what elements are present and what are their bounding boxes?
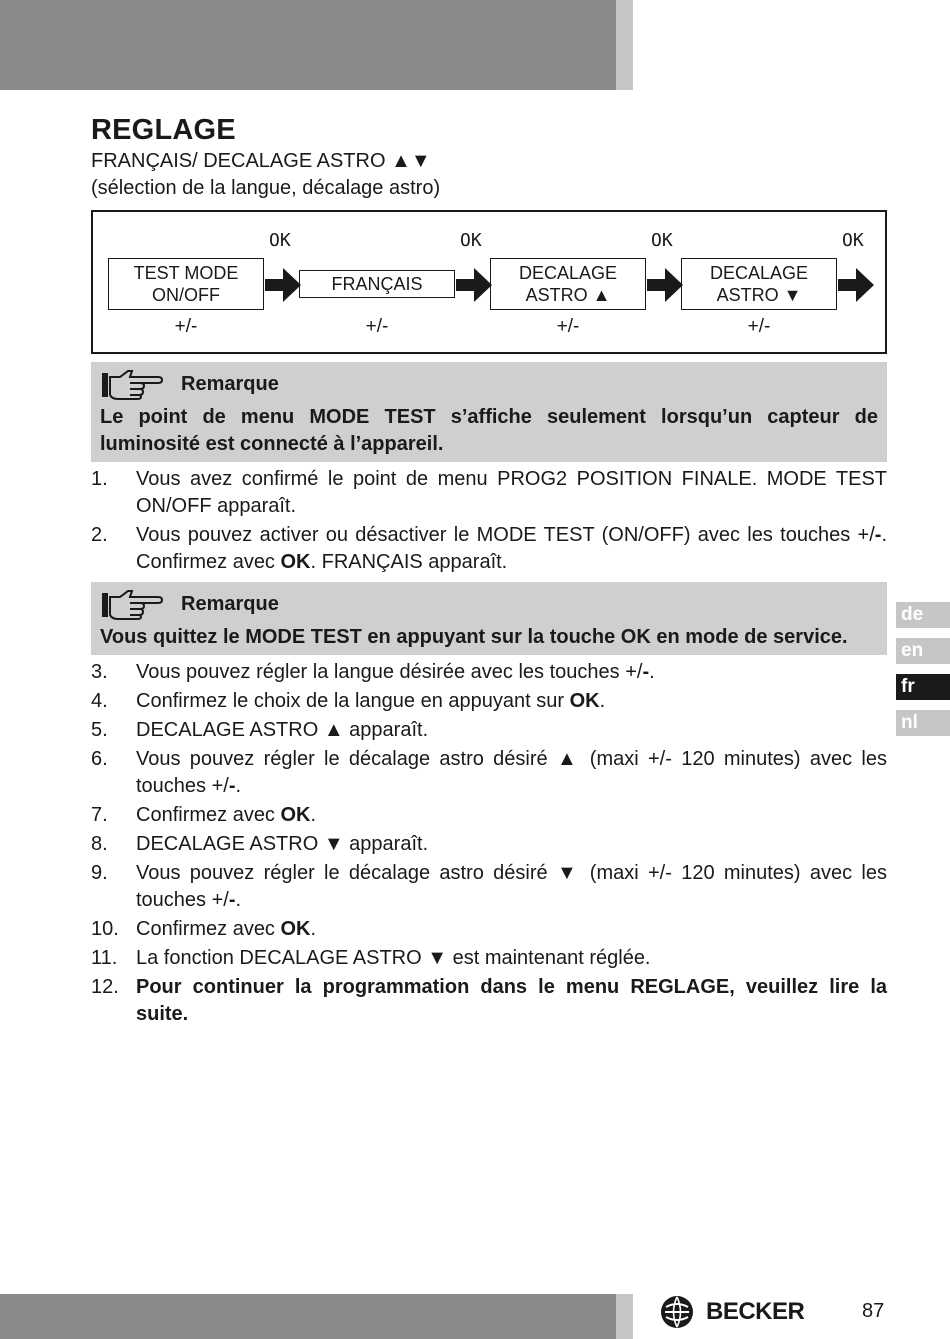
list-item: 10. Confirmez avec OK. — [91, 918, 317, 940]
list-item: 5. DECALAGE ASTRO ▲ apparaît. — [91, 719, 429, 741]
list-item: 7. Confirmez avec OK. — [91, 804, 317, 826]
flow-step-decalage-down: DECALAGE ASTRO ▼ — [681, 258, 837, 310]
subtitle-line-1: FRANÇAIS/ DECALAGE ASTRO ▲▼ — [91, 150, 431, 172]
flow-arrow-icon — [838, 268, 874, 302]
header-bar-edge — [616, 0, 633, 90]
note-title: Remarque — [181, 592, 279, 615]
page-content — [91, 112, 887, 1030]
flow-arrow-icon — [265, 268, 301, 302]
steps-list-part-1 — [91, 466, 887, 576]
note-text: Vous quittez le MODE TEST en appuyant sur la touche OK en mode de service. — [100, 626, 848, 648]
footer-bar-edge — [616, 1294, 633, 1339]
menu-flow-diagram — [91, 210, 887, 354]
page-number: 87 — [862, 1300, 885, 1322]
flow-plus-minus-label: +/- — [556, 316, 580, 337]
language-tabs — [896, 602, 950, 746]
footer-bar — [0, 1294, 616, 1339]
pointing-hand-icon — [100, 367, 164, 401]
subtitle-line-2: (sélection de la langue, décalage astro) — [91, 177, 441, 199]
flow-ok-label: OK — [460, 230, 482, 251]
brand-name: BECKER — [706, 1298, 805, 1325]
flow-ok-label: OK — [842, 230, 864, 251]
section-title: REGLAGE — [91, 114, 236, 146]
note-header — [100, 586, 878, 622]
becker-logo-icon — [660, 1295, 694, 1329]
note-text: Le point de menu MODE TEST s’affiche seulement lorsqu’un capteur de luminosité est connecté à l’appareil. — [100, 406, 878, 455]
list-item: 11. La fonction DECALAGE ASTRO ▼ est maintenant réglée. — [91, 947, 651, 969]
pointing-hand-icon — [100, 587, 164, 621]
list-item: 4. Confirmez le choix de la langue en appuyant sur OK. — [91, 690, 606, 712]
note-box-1 — [91, 362, 887, 462]
language-tab-nl[interactable]: nl — [896, 710, 950, 736]
note-title: Remarque — [181, 372, 279, 395]
flow-step-test-mode: TEST MODE ON/OFF — [108, 258, 264, 310]
language-tab-de[interactable]: de — [896, 602, 950, 628]
flow-ok-label: OK — [269, 230, 291, 251]
steps-list-part-2 — [91, 659, 887, 1028]
flow-plus-minus-label: +/- — [174, 316, 198, 337]
flow-step-decalage-up: DECALAGE ASTRO ▲ — [490, 258, 646, 310]
flow-ok-label: OK — [651, 230, 673, 251]
flow-plus-minus-label: +/- — [747, 316, 771, 337]
language-tab-fr[interactable]: fr — [896, 674, 950, 700]
list-item: 3. Vous pouvez régler la langue désirée avec les touches +/-. — [91, 661, 655, 683]
list-item: 9. Vous pouvez régler le décalage astro désiré ▼ (maxi +/- 120 minutes) avec les touches +/-. — [91, 862, 887, 911]
flow-plus-minus-label: +/- — [365, 316, 389, 337]
list-item: 6. Vous pouvez régler le décalage astro désiré ▲ (maxi +/- 120 minutes) avec les touches +/-. — [91, 748, 887, 797]
note-header — [100, 366, 878, 402]
list-item: 2. Vous pouvez activer ou désactiver le MODE TEST (ON/OFF) avec les touches +/-. Confirmez avec OK. FRANÇAIS apparaît. — [91, 524, 887, 573]
flow-arrow-icon — [647, 268, 683, 302]
brand-logo — [660, 1295, 804, 1329]
language-tab-en[interactable]: en — [896, 638, 950, 664]
list-item: 8. DECALAGE ASTRO ▼ apparaît. — [91, 833, 429, 855]
flow-arrow-icon — [456, 268, 492, 302]
flow-step-francais: FRANÇAIS — [299, 270, 455, 298]
header-bar — [0, 0, 616, 90]
note-box-2 — [91, 582, 887, 655]
list-item: 12. Pour continuer la programmation dans le menu REGLAGE, veuillez lire la suite. — [91, 976, 887, 1025]
list-item: 1. Vous avez confirmé le point de menu PROG2 POSITION FINALE. MODE TEST ON/OFF apparaît. — [91, 468, 887, 517]
